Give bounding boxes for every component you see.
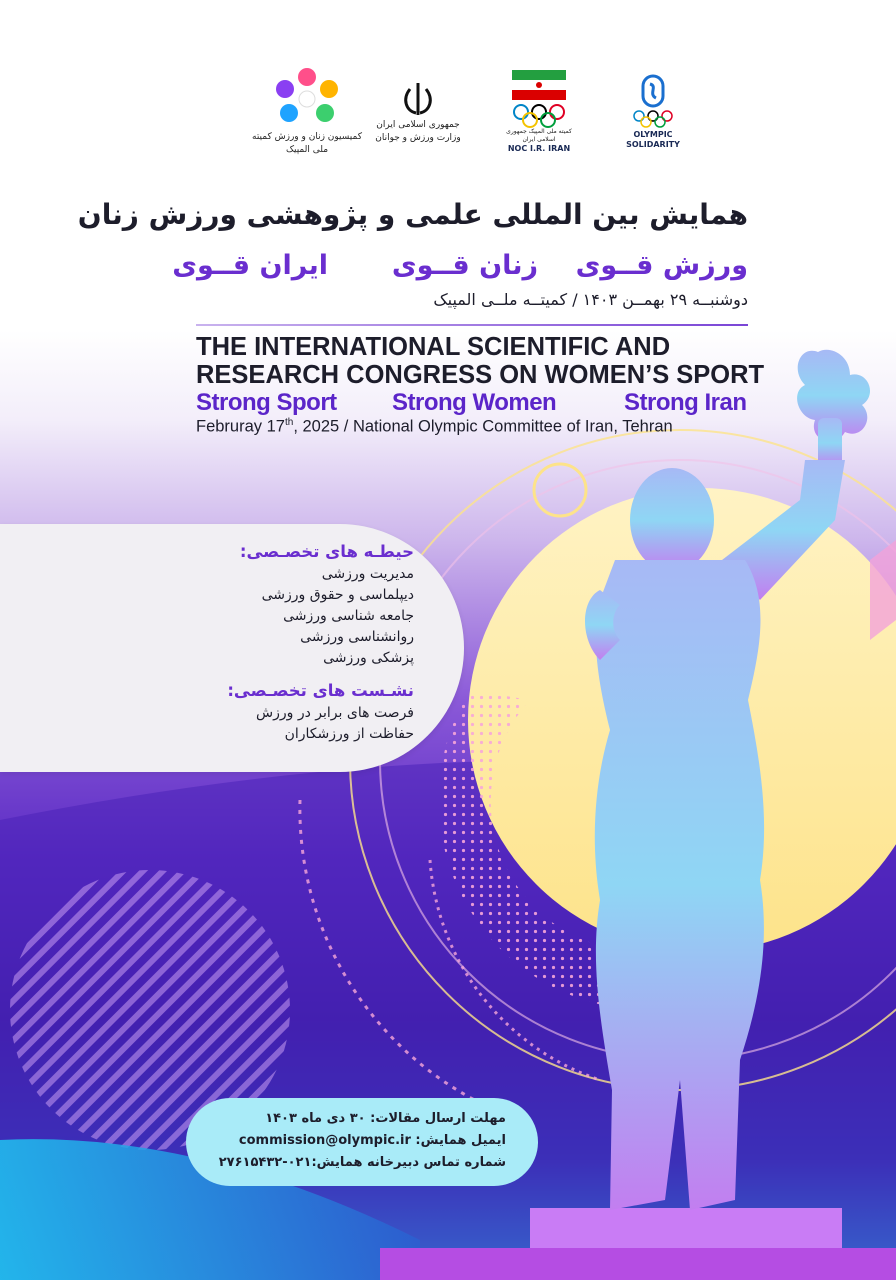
ministry-caption-line1: جمهوری اسلامی ایران <box>376 120 460 130</box>
field-item: مدیریت ورزشی <box>321 566 414 582</box>
persian-slogan-strong-iran: ایران قــوی <box>172 250 328 281</box>
persian-congress-title: همایش بین المللی علمی و پژوهشی ورزش زنان <box>77 198 748 231</box>
english-slogan-strong-sport: Strong Sport <box>196 389 337 416</box>
english-slogan-strong-iran: Strong Iran <box>624 389 747 416</box>
specialized-fields-heading: حیطـه های تخصـصی: <box>239 542 414 561</box>
persian-event-date: دوشنبــه ۲۹ بهمــن ۱۴۰۳ / کمیتــه ملــی المپیک <box>433 290 748 309</box>
persian-slogan-strong-sport: ورزش قــوی <box>575 250 748 281</box>
specialized-sessions-heading: نشـست های تخصـصی: <box>227 681 414 700</box>
topics-panel <box>0 524 464 772</box>
contact-info-panel <box>186 1098 538 1186</box>
ministry-caption-line2: وزارت ورزش و جوانان <box>375 133 461 143</box>
english-title-line1: THE INTERNATIONAL SCIENTIFIC AND <box>196 333 671 361</box>
iran-emblem-icon <box>398 79 438 119</box>
english-title-line2: RESEARCH CONGRESS ON WOMEN’S SPORT <box>196 361 765 389</box>
secretariat-phone: شماره تماس دبیرخانه همایش:۰۲۱-۲۷۶۱۵۴۳۲ <box>218 1155 506 1170</box>
iran-flag-olympic-rings-icon <box>512 70 566 128</box>
english-date-prefix: Februray 17 <box>196 417 285 436</box>
field-item: دیپلماسی و حقوق ورزشی <box>261 587 414 603</box>
noc-iran-logo <box>496 62 582 162</box>
english-date-rest: , 2025 / National Olympic Committee of Iran, Tehran <box>293 417 673 436</box>
persian-slogan-strong-women: زنان قــوی <box>391 250 538 281</box>
submission-deadline: مهلت ارسال مقالات: ۳۰ دی ماه ۱۴۰۳ <box>265 1111 506 1126</box>
field-item: روانشناسی ورزشی <box>300 629 414 645</box>
sponsor-logos <box>0 62 896 162</box>
english-date-suffix: th <box>284 417 294 428</box>
session-item: حفاظت از ورزشکاران <box>284 726 414 742</box>
field-item: پزشکی ورزشی <box>323 650 414 666</box>
solidarity-caption-line1: OLYMPIC <box>633 130 673 139</box>
commission-caption: کمیسیون زنان و ورزش کمیته ملی المپیک <box>252 132 362 155</box>
ministry-sport-logo <box>368 62 468 162</box>
noc-caption-fa: کمیته ملی المپیک جمهوری اسلامی ایران <box>506 128 572 143</box>
olympic-solidarity-icon <box>630 74 676 130</box>
topics-text <box>114 540 414 745</box>
persian-slogans <box>148 250 748 286</box>
english-slogan-strong-women: Strong Women <box>392 389 557 416</box>
field-item: جامعه شناسی ورزشی <box>283 608 414 624</box>
commission-flower-icon <box>267 67 347 131</box>
english-congress-title <box>196 333 765 389</box>
noc-caption-en: NOC I.R. IRAN <box>507 144 571 153</box>
solidarity-caption-line2: SOLIDARITY <box>626 140 680 149</box>
session-item: فرصت های برابر در ورزش <box>256 705 414 721</box>
title-divider <box>196 324 748 326</box>
olympic-solidarity-logo <box>618 62 688 162</box>
congress-email: ایمیل همایش: commission@olympic.ir <box>238 1133 506 1148</box>
english-event-date <box>196 417 756 437</box>
english-slogans <box>196 389 752 417</box>
women-sport-commission-logo <box>252 62 362 162</box>
